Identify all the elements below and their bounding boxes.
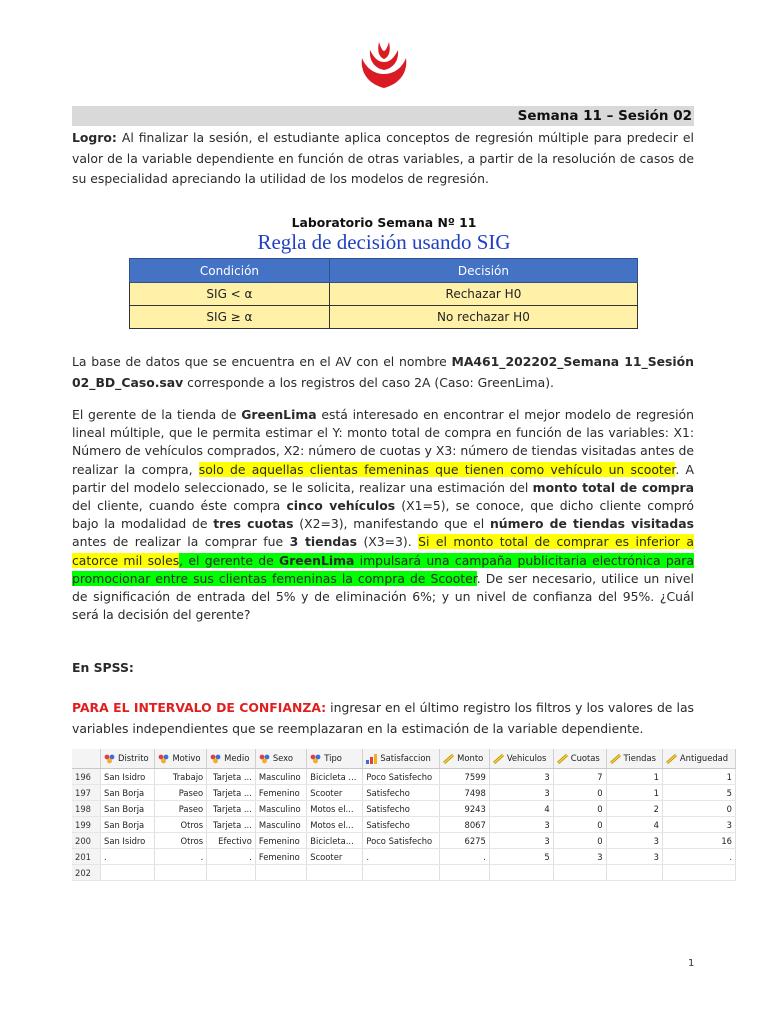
data-cell[interactable]: [489, 865, 553, 881]
data-cell[interactable]: .: [363, 849, 440, 865]
row-number[interactable]: 199: [72, 817, 101, 833]
data-cell[interactable]: San Isidro: [101, 769, 155, 785]
data-cell[interactable]: Femenino: [255, 785, 306, 801]
column-label: Distrito: [118, 753, 149, 764]
table-row: [130, 306, 638, 329]
lab-title: Laboratorio Semana Nº 11: [291, 215, 477, 230]
row-number[interactable]: 202: [72, 865, 101, 881]
bold-term: número de tiendas visitadas: [489, 516, 694, 532]
data-cell[interactable]: .: [440, 849, 490, 865]
spss-heading: En SPSS:: [72, 660, 134, 675]
data-cell[interactable]: San Isidro: [101, 833, 155, 849]
data-cell[interactable]: 7599: [440, 769, 490, 785]
logro-label: Logro:: [72, 130, 117, 145]
data-cell[interactable]: 3: [606, 833, 662, 849]
page-number: 1: [688, 958, 695, 969]
data-cell[interactable]: San Borja: [101, 817, 155, 833]
data-cell[interactable]: San Borja: [101, 785, 155, 801]
data-cell[interactable]: 3: [553, 849, 606, 865]
data-cell[interactable]: .: [155, 849, 207, 865]
bold-term: tres cuotas: [213, 516, 294, 532]
data-cell[interactable]: Otros: [155, 833, 207, 849]
university-logo: [358, 38, 410, 90]
data-cell[interactable]: Satisfecho: [363, 817, 440, 833]
spss-header-row: [72, 749, 736, 769]
spss-data-view: [72, 749, 736, 881]
column-label: Medio: [224, 753, 250, 764]
column-label: Cuotas: [570, 753, 600, 764]
data-cell[interactable]: 3: [489, 833, 553, 849]
data-cell[interactable]: 6275: [440, 833, 490, 849]
logro-paragraph: [72, 128, 694, 190]
table-row: [72, 769, 736, 785]
nominal-icon: [310, 754, 322, 764]
data-cell[interactable]: 0: [553, 801, 606, 817]
data-cell[interactable]: 0: [662, 801, 735, 817]
data-cell[interactable]: Scooter: [307, 785, 363, 801]
data-cell[interactable]: 3: [489, 769, 553, 785]
nominal-icon: [158, 754, 170, 764]
scale-icon: [557, 754, 569, 764]
case-text: El gerente de la tienda de: [72, 407, 242, 422]
row-number[interactable]: 197: [72, 785, 101, 801]
data-cell[interactable]: 3: [489, 817, 553, 833]
data-cell[interactable]: Poco Satisfecho: [363, 769, 440, 785]
data-cell[interactable]: [606, 865, 662, 881]
highlight-condition: Si el monto total de comprar es inferior a catorce mil soles: [72, 534, 695, 568]
case-text: . De ser necesario, utilice un nivel de significación de entrada del 5% y de eliminación 6%; y un nivel de confianza del 95%. ¿Cuál será la decisión del gerente?: [72, 570, 694, 623]
data-cell[interactable]: 8067: [440, 817, 490, 833]
interval-paragraph: [72, 698, 694, 739]
case-paragraph: [72, 406, 694, 624]
data-cell[interactable]: Masculino: [255, 769, 306, 785]
case-text: está interesado en encontrar el mejor modelo de regresión lineal múltiple, que le permita estimar el Y: monto total de compra en función de las variables: X1: Número de vehículos comprados, X2: número de cuotas y X3: número de tiendas visitadas antes de realizar la compra,: [72, 407, 694, 477]
row-number[interactable]: 196: [72, 769, 101, 785]
data-cell[interactable]: Poco Satisfecho: [363, 833, 440, 849]
data-cell[interactable]: Trabajo: [155, 769, 207, 785]
data-cell[interactable]: 3: [606, 849, 662, 865]
column-label: Satisfaccion: [380, 753, 431, 764]
data-cell[interactable]: Femenino: [255, 833, 306, 849]
scale-icon: [610, 754, 622, 764]
rule-title: Regla de decisión usando SIG: [257, 230, 511, 254]
case-text: (X2=3), manifestando que el: [293, 516, 490, 532]
data-cell[interactable]: Tarjeta ...: [207, 817, 256, 833]
highlight-action: , el gerente de: [179, 552, 280, 568]
column-header[interactable]: [489, 749, 553, 769]
data-cell[interactable]: Femenino: [255, 849, 306, 865]
column-header[interactable]: [207, 749, 256, 769]
case-text: . A partir del modelo seleccionado, se le solicita, realizar una estimación del: [72, 461, 694, 495]
rule-decision: Rechazar H0: [329, 283, 637, 306]
header-condicion: Condición: [130, 259, 330, 283]
database-text-1: La base de datos que se encuentra en el AV con el nombre: [72, 354, 452, 369]
data-cell[interactable]: 7498: [440, 785, 490, 801]
data-cell[interactable]: 1: [606, 769, 662, 785]
data-cell[interactable]: Masculino: [255, 817, 306, 833]
data-cell[interactable]: [255, 865, 306, 881]
data-cell[interactable]: 4: [606, 817, 662, 833]
data-cell[interactable]: .: [101, 849, 155, 865]
data-cell[interactable]: Tarjeta ...: [207, 769, 256, 785]
bold-term: cinco vehículos: [286, 498, 396, 514]
session-title: Semana 11 – Sesión 02: [517, 108, 692, 124]
data-cell[interactable]: [155, 865, 207, 881]
column-header[interactable]: [307, 749, 363, 769]
nominal-icon: [104, 754, 116, 764]
table-row: [72, 817, 736, 833]
column-header[interactable]: [440, 749, 490, 769]
bold-term: monto total de compra: [532, 479, 694, 495]
data-cell[interactable]: 2: [606, 801, 662, 817]
data-cell[interactable]: 5: [489, 849, 553, 865]
data-cell[interactable]: 3: [662, 817, 735, 833]
column-header[interactable]: [606, 749, 662, 769]
rule-condition: SIG < α: [130, 283, 330, 306]
data-cell[interactable]: 5: [662, 785, 735, 801]
rule-condition: SIG ≥ α: [130, 306, 330, 329]
data-cell[interactable]: Scooter: [307, 849, 363, 865]
row-number[interactable]: 201: [72, 849, 101, 865]
highlight-action: impulsará una campaña publicitaria electrónica para promocionar entre sus clientas femeninas la compra de Scooter: [72, 552, 694, 586]
column-label: Monto: [457, 753, 484, 764]
table-row: [72, 833, 736, 849]
data-cell[interactable]: Efectivo: [207, 833, 256, 849]
highlight-filter: solo de aquellas clientas femeninas que tienen como vehículo un scooter: [198, 461, 676, 477]
rule-decision: No rechazar H0: [329, 306, 637, 329]
column-label: Sexo: [272, 753, 294, 764]
row-number[interactable]: 200: [72, 833, 101, 849]
scale-icon: [493, 754, 505, 764]
row-number-header: [72, 749, 101, 769]
column-label: Tiendas: [623, 753, 656, 764]
data-cell[interactable]: Tarjeta ...: [207, 801, 256, 817]
data-cell[interactable]: Tarjeta ...: [207, 785, 256, 801]
data-cell[interactable]: .: [662, 849, 735, 865]
database-paragraph: [72, 352, 694, 393]
column-label: Vehiculos: [506, 753, 547, 764]
data-cell[interactable]: 4: [489, 801, 553, 817]
interval-text: ingresar en el último registro los filtros y los valores de las variables independientes que se reemplazaran en la estimación de la variable dependiente.: [72, 700, 694, 736]
data-cell[interactable]: 1: [662, 769, 735, 785]
data-cell[interactable]: 9243: [440, 801, 490, 817]
nominal-icon: [259, 754, 271, 764]
database-filename: MA461_202202_Semana 11_Sesión 02_BD_Caso.sav: [72, 354, 694, 390]
column-header[interactable]: [255, 749, 306, 769]
column-header[interactable]: [155, 749, 207, 769]
header-decision: Decisión: [329, 259, 637, 283]
data-cell[interactable]: [207, 865, 256, 881]
scale-icon: [666, 754, 678, 764]
data-cell[interactable]: [363, 865, 440, 881]
data-cell[interactable]: 0: [553, 785, 606, 801]
data-cell[interactable]: Motos el...: [307, 817, 363, 833]
data-cell[interactable]: Satisfecho: [363, 785, 440, 801]
column-header[interactable]: [363, 749, 440, 769]
data-cell[interactable]: [553, 865, 606, 881]
data-cell[interactable]: 0: [553, 833, 606, 849]
case-text: (X1=5), se conoce, que dicho cliente compró bajo la modalidad de: [72, 498, 694, 532]
data-cell[interactable]: Masculino: [255, 801, 306, 817]
column-label: Tipo: [324, 753, 342, 764]
data-cell[interactable]: 7: [553, 769, 606, 785]
database-text-2: corresponde a los registros del caso 2A (Caso: GreenLima).: [183, 374, 554, 390]
table-row: [130, 283, 638, 306]
data-cell[interactable]: [101, 865, 155, 881]
session-header: [72, 106, 694, 126]
data-cell[interactable]: .: [207, 849, 256, 865]
interval-label: PARA EL INTERVALO DE CONFIANZA:: [72, 700, 327, 715]
brand-name: GreenLima: [241, 407, 317, 422]
column-header[interactable]: [101, 749, 155, 769]
data-cell[interactable]: Paseo: [155, 785, 207, 801]
data-cell[interactable]: Motos el...: [307, 801, 363, 817]
logro-text: Al finalizar la sesión, el estudiante aplica conceptos de regresión múltiple para predecir el valor de la variable dependiente en función de otras variables, a partir de la resolución de casos de su especialidad apreciando la utilidad de los modelos de regresión.: [72, 130, 694, 187]
data-cell[interactable]: 1: [606, 785, 662, 801]
table-row: [72, 785, 736, 801]
table-row: [72, 865, 736, 881]
column-label: Antiguedad: [679, 753, 729, 764]
data-cell[interactable]: Bicicleta...: [307, 833, 363, 849]
data-cell[interactable]: 3: [489, 785, 553, 801]
table-row: [72, 849, 736, 865]
column-header[interactable]: [553, 749, 606, 769]
data-cell[interactable]: 16: [662, 833, 735, 849]
scale-icon: [443, 754, 455, 764]
row-number[interactable]: 198: [72, 801, 101, 817]
case-text: del cliente, cuando éste compra: [72, 498, 287, 514]
nominal-icon: [210, 754, 222, 764]
data-cell[interactable]: San Borja: [101, 801, 155, 817]
decision-rule-table: [129, 258, 638, 329]
data-cell[interactable]: [440, 865, 490, 881]
case-text: antes de realizar la comprar fue: [72, 534, 290, 550]
ordinal-icon: [366, 754, 378, 764]
data-cell[interactable]: Satisfecho: [363, 801, 440, 817]
data-cell[interactable]: 0: [553, 817, 606, 833]
table-row: [72, 801, 736, 817]
data-cell[interactable]: [307, 865, 363, 881]
data-cell[interactable]: Paseo: [155, 801, 207, 817]
data-cell[interactable]: Otros: [155, 817, 207, 833]
highlight-brand: GreenLima: [279, 552, 355, 568]
data-cell[interactable]: Bicicleta ...: [307, 769, 363, 785]
bold-term: 3 tiendas: [289, 534, 358, 550]
column-label: Motivo: [172, 753, 201, 764]
case-text: (X3=3).: [357, 534, 419, 550]
column-header[interactable]: [662, 749, 735, 769]
data-cell[interactable]: [662, 865, 735, 881]
rule-table-header: [130, 259, 638, 283]
